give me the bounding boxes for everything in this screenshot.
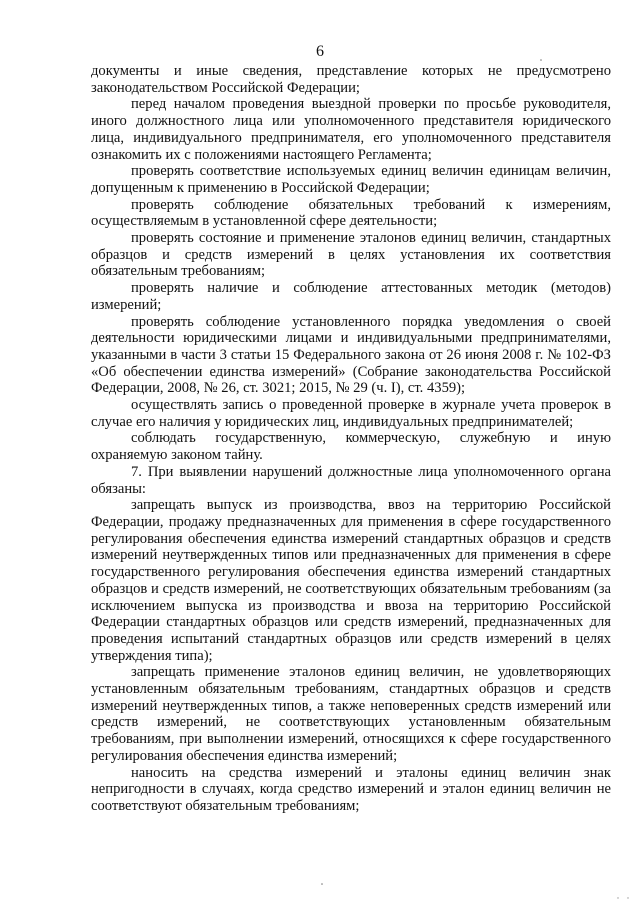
paragraph-check-standards: проверять состояние и применение эталонов единиц величин, стандартных образцов и средств измерений в целях установления их соответствия обязательным требованиям; [91,230,611,280]
paragraph-keep-secret: соблюдать государственную, коммерческую, служебную и иную охраняемую законом тайну. [91,430,611,464]
paragraph-familiarize-regulation: перед началом проведения выездной проверки по просьбе руководителя, иного должностного лица или уполномоченного представителя юридического лица, индивидуального предпринимателя, его уполномоченного представителя ознакомить их с положениями настоящего Регламента; [91,96,611,163]
scan-speck [617,897,618,898]
paragraph-prohibit-use: запрещать применение эталонов единиц величин, не удовлетворяющих установленным обязательным требованиям, стандартных образцов и средств измерений неутвержденных типов, а также неповеренных средств измерений или средств измерений, не соответствующих установленным обязательным требованиям, при выполнении измерений, относящихся к сфере государственного регулирования обеспечения единства измерений; [91,664,611,764]
scan-speck [627,897,628,898]
paragraph-check-measurement-requirements: проверять соблюдение обязательных требований к измерениям, осуществляемым в установленной сфере деятельности; [91,196,611,230]
paragraph-continuation: документы и иные сведения, представление которых не предусмотрено законодательством Российской Федерации; [91,63,611,96]
page-number: 6 [316,43,324,60]
paragraph-prohibit-release: запрещать выпуск из производства, ввоз на территорию Российской Федерации, продажу предназначенных для применения в сфере государственного регулирования обеспечения единства измерений стандартных образцов и средств измерений неутвержденных типов или предназначенных для применения в сфере государственного регулирования обеспечения единства измерений стандартных образцов и средств измерений, не соответствующих обязательным требованиям (за исключением выпуска из производства и ввоза на территорию Российской Федерации стандартных образцов или средств измерений, предназначенных для проведения испытаний стандартных образцов или средств измерений в целях утверждения типа); [91,497,611,664]
paragraph-section-7-heading: 7. При выявлении нарушений должностные лица уполномоченного органа обязаны: [91,463,611,497]
paragraph-check-notification: проверять соблюдение установленного порядка уведомления о своей деятельности юридическими лицами и индивидуальными предпринимателями, указанными в части 3 статьи 15 Федерального закона от 26 июня 2008 г. № 102-ФЗ «Об обеспечении единства измерений» (Собрание законодательства Российской Федерации, 2008, № 26, ст. 3021; 2015, № 29 (ч. I), ст. 4359); [91,313,611,397]
paragraph-journal-record: осуществлять запись о проведенной проверке в журнале учета проверок в случае его наличия у юридических лиц, индивидуальных предпринимателей; [91,397,611,430]
paragraph-check-methods: проверять наличие и соблюдение аттестованных методик (методов) измерений; [91,280,611,313]
document-body [91,63,611,815]
paragraph-check-units: проверять соответствие используемых единиц величин единицам величин, допущенным к применению в Российской Федерации; [91,163,611,196]
paragraph-unfitness-mark: наносить на средства измерений и эталоны единиц величин знак непригодности в случаях, когда средство измерений и эталон единиц величин не соответствуют обязательным требованиям; [91,764,611,814]
scan-speck [321,883,323,885]
